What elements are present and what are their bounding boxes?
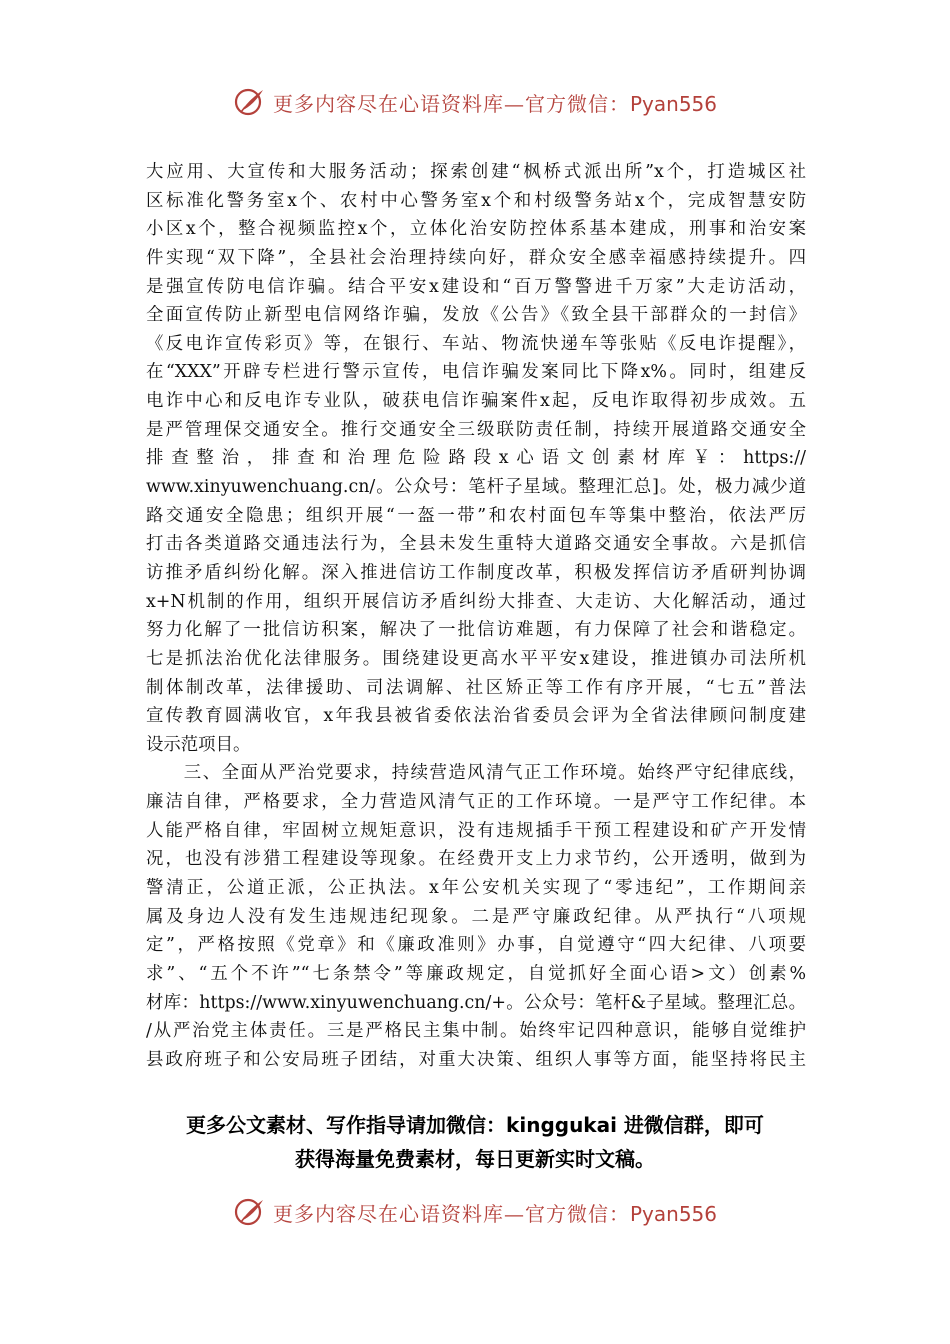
body-line: 在“XXX”开辟专栏进行警示宣传，电信诈骗发案同比下降x%。同时，组建反 <box>146 362 806 383</box>
body-line: 路交通安全隐患；组织开展“一盔一带”和农村面包车等集中整治，依法严厉 <box>146 505 806 526</box>
body-line: 设示范项目。 <box>146 734 251 755</box>
body-line: 定”，严格按照《党章》和《廉政准则》办事，自觉遵守“四大纪律、八项要 <box>146 935 806 956</box>
body-line: 大应用、大宣传和大服务活动；探索创建“枫桥式派出所”x个，打造城区社 <box>146 162 806 182</box>
body-line: 况，也没有涉猎工程建设等现象。在经费开支上力求节约，公开透明，做到为 <box>146 849 806 870</box>
promo-line-2: 获得海量免费素材，每日更新实时文稿。 <box>295 1147 655 1171</box>
quill-logo-icon <box>233 85 267 119</box>
body-line: 县政府班子和公安局班子团结，对重大决策、组织人事等方面，能坚持将民主 <box>146 1049 806 1070</box>
body-line: 是严管理保交通安全。推行交通安全三级联防责任制，持续开展道路交通安全 <box>146 419 806 440</box>
header-banner <box>0 78 950 126</box>
footer-wechat-id: Pyan556 <box>629 1201 717 1226</box>
footer-brand-label: 更多内容尽在心语资料库—官方微信： <box>272 1201 630 1226</box>
body-line: 制体制改革，法律援助、司法调解、社区矫正等工作有序开展，“七五”普法 <box>146 677 806 698</box>
header-brand-text <box>273 88 717 117</box>
body-line: 打击各类道路交通违法行为，全县未发生重特大道路交通安全事故。六是抓信 <box>146 534 806 555</box>
body-line: 小区x个，整合视频监控x个，立体化治安防控体系基本建成，刑事和治安案 <box>146 219 806 240</box>
promo-message <box>0 1108 950 1176</box>
body-line: 三、全面从严治党要求，持续营造风清气正工作环境。始终严守纪律底线， <box>146 763 806 784</box>
body-line: 访推矛盾纠纷化解。深入推进信访工作制度改革，积极发挥信访矛盾研判协调 <box>146 562 806 583</box>
body-line: 排查整治，排查和治理危险路段x心语文创素材库￥：https:// <box>146 448 806 469</box>
body-line: 电诈中心和反电诈专业队，破获电信诈骗案件x起，反电诈取得初步成效。五 <box>146 391 806 412</box>
header-brand-label: 更多内容尽在心语资料库—官方微信： <box>272 91 630 116</box>
footer-banner <box>0 1188 950 1236</box>
body-line: 区标准化警务室x个、农村中心警务室x个和村级警务站x个，完成智慧安防 <box>146 190 806 211</box>
body-line: 属及身边人没有发生违规违纪现象。二是严守廉政纪律。从严执行“八项规 <box>146 906 806 927</box>
body-line: 件实现“双下降”，全县社会治理持续向好，群众安全感幸福感持续提升。四 <box>146 247 806 268</box>
document-body <box>146 158 806 1075</box>
body-line: 全面宣传防止新型电信网络诈骗，发放《公告》《致全县干部群众的一封信》 <box>146 305 806 326</box>
body-line: /从严治党主体责任。三是严格民主集中制。始终牢记四种意识，能够自觉维护 <box>146 1021 806 1042</box>
header-wechat-id: Pyan556 <box>629 91 717 116</box>
body-line: x+N机制的作用，组织开展信访矛盾纠纷大排查、大走访、大化解活动，通过 <box>146 591 806 612</box>
body-line: 努力化解了一批信访积案，解决了一批信访难题，有力保障了社会和谐稳定。 <box>146 620 806 641</box>
body-line: 求”、“五个不许”“七条禁令”等廉政规定，自觉抓好全面心语>文）创素% <box>146 963 806 984</box>
footer-brand-text <box>273 1198 717 1227</box>
body-line: 七是抓法治优化法律服务。围绕建设更高水平平安x建设，推进镇办司法所机 <box>146 648 806 669</box>
body-line: www.xinyuwenchuang.cn/。公众号：笔杆子星域。整理汇总]。处，极力减少道 <box>146 477 806 498</box>
body-line: 警清正，公道正派，公正执法。x年公安机关实现了“零违纪”，工作期间亲 <box>146 878 806 899</box>
body-line: 《反电诈宣传彩页》等，在银行、车站、物流快递车等张贴《反电诈提醒》， <box>146 333 806 354</box>
promo-line-1: 更多公文素材、写作指导请加微信：kinggukai 进微信群，即可 <box>186 1113 764 1137</box>
quill-logo-icon <box>233 1195 267 1229</box>
body-line: 材库：https://www.xinyuwenchuang.cn/+。公众号：笔杆&子星域。整理汇总。 <box>146 992 806 1013</box>
body-line: 宣传教育圆满收官，x年我县被省委依法治省委员会评为全省法律顾问制度建 <box>146 706 806 727</box>
body-line: 人能严格自律，牢固树立规矩意识，没有违规插手干预工程建设和矿产开发情 <box>146 820 806 841</box>
body-line: 是强宣传防电信诈骗。结合平安x建设和“百万警警进千万家”大走访活动， <box>146 276 806 297</box>
body-line: 廉洁自律，严格要求，全力营造风清气正的工作环境。一是严守工作纪律。本 <box>146 792 806 813</box>
